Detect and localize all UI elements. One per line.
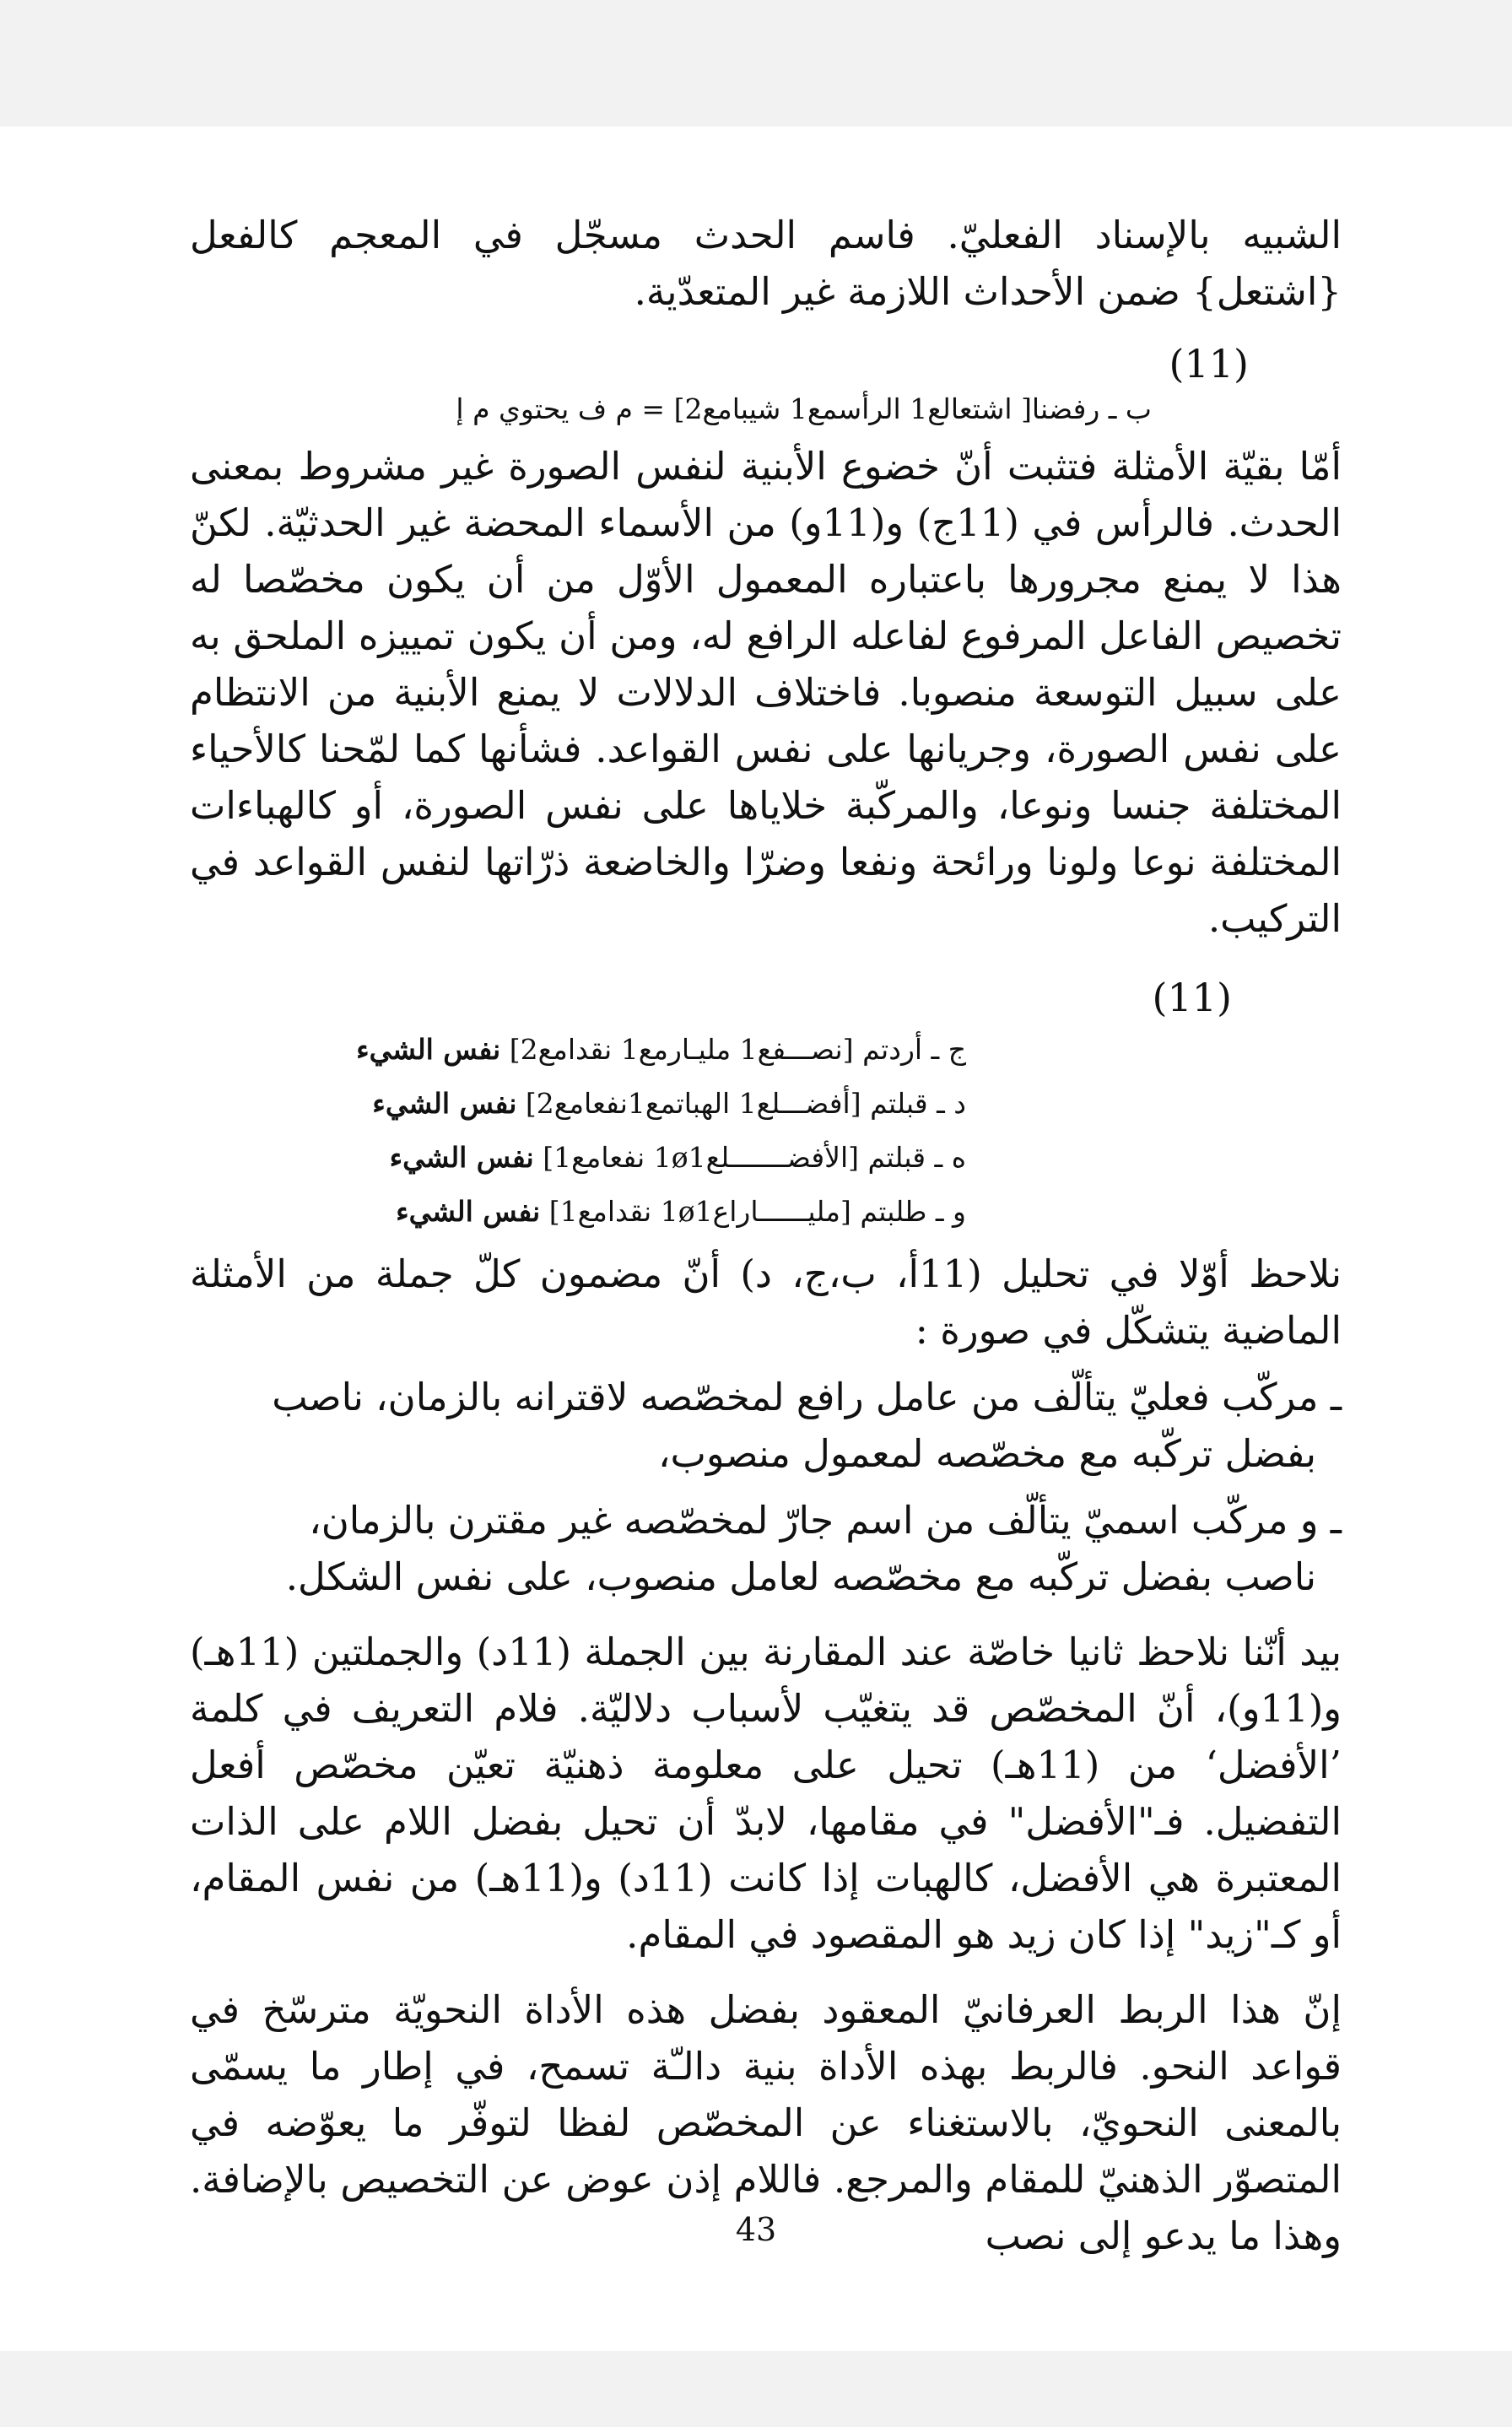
paragraph-4: بيد أنّنا نلاحظ ثانيا خاصّة عند المقارنة بين الجملة (11د) والجملتين (11هـ) و(11و)، أنّ المخصّص قد يتغيّب لأسباب دلاليّة. فلام التعريف في كلمة ’الأفضل‘ من (11هـ) تحيل على معلومة ذهنيّة تعيّن مخصّص أفعل التفضيل. فـ"الأفضل" في مقامها، لابدّ أن تحيل بفضل اللام على الذات المعتبرة هي الأفضل، كالهبات إذا كانت (11د) و(11هـ) من نفس المقام، أو كـ"زيد" إذا كان زيد هو المقصود في المقام.: [190, 1630, 1342, 1957]
example-item-d: د ـ قبلتم [أفضـــلع1 الهباتمع1نفعامع2] نفس الشيء: [372, 1087, 966, 1120]
document-page: [0, 127, 1512, 2351]
paragraph-1: الشبيه بالإسناد الفعليّ. فاسم الحدث مسجّل في المعجم كالفعل {اشتعل} ضمن الأحداث اللازمة غير المتعدّية.: [190, 213, 1342, 314]
bullet-item-2: ـ و مركّب اسميّ يتألّف من اسم جارّ لمخصّصه غير مقترن بالزمان، ناصب بفضل تركّبه مع مخصّصه لعامل منصوب، على نفس الشكل.: [285, 1498, 1342, 1599]
example-b: ب ـ رفضنا[ اشتعالع1 الرأسمع1 شيبامع2] = م ف يحتوي م إ: [456, 392, 1152, 425]
example-number-2: (11): [1152, 975, 1232, 1020]
example-item-j: ج ـ أردتم [نصـــفع1 مليـارمع1 نقدامع2] نفس الشيء: [356, 1033, 966, 1066]
text-column: [190, 207, 1342, 2264]
paragraph-3: نلاحظ أوّلا في تحليل (11أ، ب،ج، د) أنّ مضمون كلّ جملة من الأمثلة الماضية يتشكّل في صورة :: [190, 1251, 1342, 1353]
example-number-1: (11): [1169, 341, 1249, 386]
paragraph-5: إنّ هذا الربط العرفانيّ المعقود بفضل هذه الأداة النحويّة مترسّخ في قواعد النحو. فالربط بهذه الأداة بنية دالـّة تسمح، في إطار ما يسمّى بالمعنى النحويّ، بالاستغناء عن المخصّص لفظا لتوفّر ما يعوّضه في المتصوّر الذهنيّ للمقام والمرجع. فاللام إذن عوض عن التخصيص بالإضافة. وهذا ما يدعو إلى نصب: [190, 1987, 1342, 2258]
example-item-w: و ـ طلبتم [مليــــــاراع1ø1 نقدامع1] نفس الشيء: [396, 1195, 966, 1228]
bullet-item-1: ـ مركّب فعليّ يتألّف من عامل رافع لمخصّصه لاقترانه بالزمان، ناصب بفضل تركّبه مع مخصّصه لمعمول منصوب،: [272, 1375, 1342, 1476]
paragraph-2: أمّا بقيّة الأمثلة فتثبت أنّ خضوع الأبنية لنفس الصورة غير مشروط بمعنى الحدث. فالرأس في (11ج) و(11و) من الأسماء المحضة غير الحدثيّة. لكنّ هذا لا يمنع مجرورها باعتباره المعمول الأوّل من أن يكون مخصّصا له تخصيص الفاعل المرفوع لفاعله الرافع له، ومن أن يكون تمييزه الملحق به على سبيل التوسعة منصوبا. فاختلاف الدلالات لا يمنع الأبنية من الانتظام على نفس الصورة، وجريانها على نفس القواعد. فشأنها كما لمّحنا كالأحياء المختلفة جنسا ونوعا، والمركّبة خلاياها على نفس الصورة، أو كالهباءات المختلفة نوعا ولونا ورائحة ونفعا وضرّا والخاضعة ذرّاتها لنفس القواعد في التركيب.: [190, 444, 1342, 941]
page-number: 43: [735, 2211, 777, 2248]
example-list: [190, 1023, 1342, 1239]
example-item-h: ه ـ قبلتم [الأفضـــــــلع1ø1 نفعامع1] نفس الشيء: [389, 1141, 966, 1174]
